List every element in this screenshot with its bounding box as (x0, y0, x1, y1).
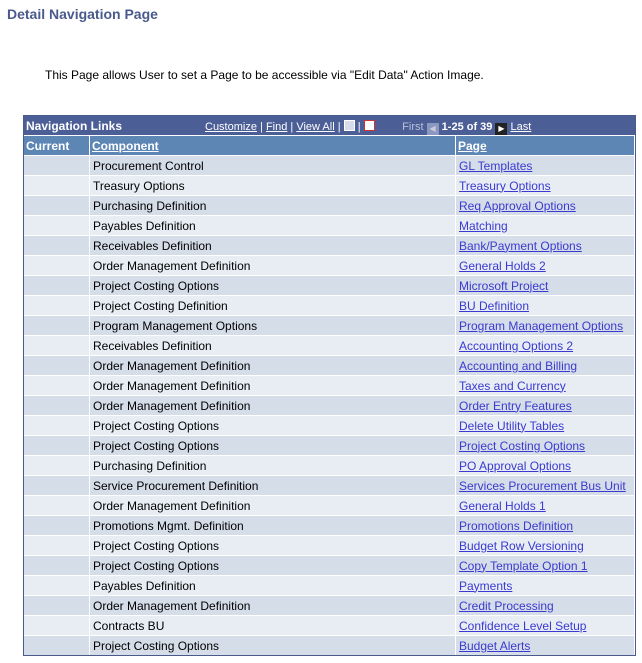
current-cell (24, 476, 90, 496)
row-range: 1-25 of 39 (441, 121, 493, 133)
page-link[interactable]: Bank/Payment Options (459, 238, 582, 253)
component-cell: Project Costing Options (90, 416, 456, 436)
table-row (24, 176, 635, 196)
component-cell: Project Costing Options (90, 536, 456, 556)
view-all-link[interactable]: View All (296, 121, 335, 133)
page-link[interactable]: Req Approval Options (459, 198, 576, 213)
page-title: Detail Navigation Page (7, 6, 158, 22)
current-cell (24, 576, 90, 596)
current-cell (24, 156, 90, 176)
grid-caption: Navigation Links (26, 119, 123, 133)
find-link[interactable]: Find (265, 121, 288, 133)
table-row (24, 396, 635, 416)
table-row (24, 476, 635, 496)
page-link[interactable]: PO Approval Options (459, 458, 572, 473)
page-link[interactable]: Budget Row Versioning (459, 538, 584, 553)
current-cell (24, 496, 90, 516)
component-cell: Order Management Definition (90, 376, 456, 396)
customize-link[interactable]: Customize (205, 121, 257, 133)
component-cell: Purchasing Definition (90, 456, 456, 476)
component-cell: Project Costing Options (90, 436, 456, 456)
table-row (24, 236, 635, 256)
current-cell (24, 356, 90, 376)
page-link[interactable]: Microsoft Project (459, 278, 549, 293)
page-link[interactable]: Program Management Options (459, 318, 624, 333)
component-cell: Payables Definition (90, 216, 456, 236)
table-row (24, 456, 635, 476)
component-cell: Order Management Definition (90, 596, 456, 616)
current-cell (24, 616, 90, 636)
component-cell: Project Costing Options (90, 636, 456, 656)
page-link[interactable]: Confidence Level Setup (459, 618, 587, 633)
page-link[interactable]: Accounting Options 2 (459, 338, 574, 353)
page-link[interactable]: BU Definition (459, 298, 530, 313)
table-row (24, 496, 635, 516)
table-row (24, 296, 635, 316)
component-cell: Order Management Definition (90, 356, 456, 376)
current-cell (24, 316, 90, 336)
grid-toolbar: Navigation Links Customize | Find | View All | | First ◀ 1-25 of 39 ▶ Last (24, 116, 635, 135)
table-row (24, 616, 635, 636)
component-cell: Order Management Definition (90, 396, 456, 416)
page-link[interactable]: Accounting and Billing (459, 358, 578, 373)
component-cell: Receivables Definition (90, 236, 456, 256)
table-row (24, 336, 635, 356)
last-link[interactable]: Last (510, 121, 532, 133)
current-cell (24, 436, 90, 456)
component-cell: Purchasing Definition (90, 196, 456, 216)
page-link[interactable]: Matching (459, 218, 508, 233)
table-row (24, 576, 635, 596)
column-header-component[interactable]: Component (92, 138, 159, 153)
table-row (24, 556, 635, 576)
table-row (24, 256, 635, 276)
current-cell (24, 296, 90, 316)
table-row (24, 536, 635, 556)
page-description: This Page allows User to set a Page to be accessible via "Edit Data" Action Image. (45, 68, 484, 82)
current-cell (24, 416, 90, 436)
component-cell: Program Management Options (90, 316, 456, 336)
current-cell (24, 336, 90, 356)
table-row (24, 416, 635, 436)
current-cell (24, 516, 90, 536)
table-row (24, 276, 635, 296)
current-cell (24, 216, 90, 236)
page-link[interactable]: Promotions Definition (459, 518, 574, 533)
page-link[interactable]: GL Templates (459, 158, 533, 173)
previous-arrow-icon: ◀ (427, 123, 439, 135)
current-cell (24, 396, 90, 416)
table-row (24, 196, 635, 216)
page-link[interactable]: Copy Template Option 1 (459, 558, 588, 573)
table-row (24, 636, 635, 656)
table-row (24, 216, 635, 236)
component-cell: Order Management Definition (90, 496, 456, 516)
current-cell (24, 376, 90, 396)
current-cell (24, 256, 90, 276)
page-link[interactable]: Project Costing Options (459, 438, 586, 453)
table-row (24, 356, 635, 376)
table-row (24, 156, 635, 176)
page-link[interactable]: Services Procurement Bus Unit (459, 478, 626, 493)
column-header-page[interactable]: Page (458, 138, 487, 153)
current-cell (24, 536, 90, 556)
component-cell: Order Management Definition (90, 256, 456, 276)
next-arrow-icon[interactable]: ▶ (495, 123, 507, 135)
navigation-links-grid (23, 115, 636, 656)
page-link[interactable]: General Holds 2 (459, 258, 546, 273)
component-cell: Receivables Definition (90, 336, 456, 356)
component-cell: Contracts BU (90, 616, 456, 636)
page-link[interactable]: Payments (459, 578, 513, 593)
page-link[interactable]: General Holds 1 (459, 498, 546, 513)
table-row (24, 436, 635, 456)
table-row (24, 596, 635, 616)
current-cell (24, 196, 90, 216)
component-cell: Treasury Options (90, 176, 456, 196)
current-cell (24, 636, 90, 656)
current-cell (24, 596, 90, 616)
page-link[interactable]: Order Entry Features (459, 398, 572, 413)
component-cell: Payables Definition (90, 576, 456, 596)
page-link[interactable]: Credit Processing (459, 598, 554, 613)
component-cell: Project Costing Definition (90, 296, 456, 316)
new-window-icon[interactable] (344, 120, 355, 131)
first-label: First (402, 121, 424, 133)
table-row (24, 516, 635, 536)
component-cell: Procurement Control (90, 156, 456, 176)
current-cell (24, 176, 90, 196)
table-row (24, 376, 635, 396)
page-link[interactable]: Taxes and Currency (459, 378, 566, 393)
current-cell (24, 556, 90, 576)
component-cell: Project Costing Options (90, 556, 456, 576)
current-cell (24, 236, 90, 256)
page-link[interactable]: Treasury Options (459, 178, 551, 193)
component-cell: Service Procurement Definition (90, 476, 456, 496)
download-grid-icon[interactable] (364, 120, 375, 131)
current-cell (24, 276, 90, 296)
component-cell: Project Costing Options (90, 276, 456, 296)
page-link[interactable]: Delete Utility Tables (459, 418, 565, 433)
page-link[interactable]: Budget Alerts (459, 638, 531, 653)
column-header-current: Current (24, 136, 90, 156)
table-row (24, 316, 635, 336)
component-cell: Promotions Mgmt. Definition (90, 516, 456, 536)
current-cell (24, 456, 90, 476)
